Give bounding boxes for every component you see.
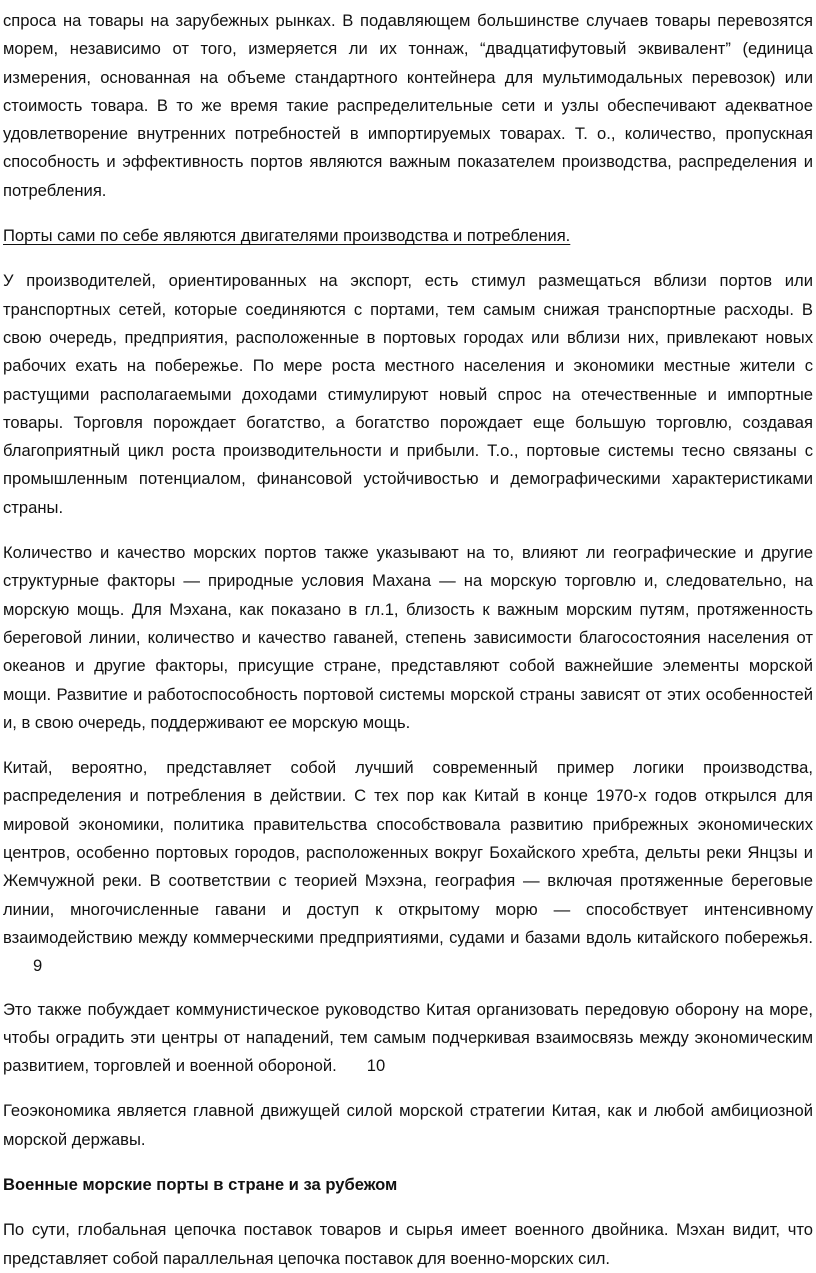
paragraph-export-producers: У производителей, ориентированных на экспорт, есть стимул размещаться вблизи портов или транспортных сетей, которые соединяются с портами, тем самым снижая транспортные расходы. В свою очередь, предприятия, расположенные в портовых городах или вблизи них, привлекают новых рабочих ехать на побережье. По мере роста местного населения и экономики местные жители с растущими располагаемыми доходами стимулируют новый спрос на отечественные и импортные товары. Торговля порождает богатство, а богатство порождает еще большую торговлю, создавая благоприятный цикл роста производительности и прибыли. Т.о., портовые системы тесно связаны с промышленным потенциалом, финансовой устойчивостью и демографическими характеристиками страны.	[3, 271, 813, 517]
footnote-marker-10: 10	[366, 1056, 386, 1076]
paragraph-port-quality: Количество и качество морских портов также указывают на то, влияют ли географические и другие структурные факторы — природные условия Махана — на морскую торговлю и, следовательно, на морскую мощь. Для Мэхана, как показано в гл.1, близость к важным морским путям, протяженность береговой линии, количество и качество гаваней, степень зависимости благосостояния населения от океанов и другие факторы, присущие стране, представляют собой важнейшие элементы морской мощи. Развитие и работоспособность портовой системы морской страны зависят от этих особенностей и, в свою очередь, поддерживают ее морскую мощь.	[3, 543, 813, 732]
section-heading-naval-ports: Военные морские порты в стране и за рубежом	[3, 1174, 398, 1194]
paragraph-military-supply-chain: По сути, глобальная цепочка поставок товаров и сырья имеет военного двойника. Мэхан видит, что представляет собой параллельная цепочка поставок для военно-морских сил.	[3, 1220, 813, 1268]
paragraph-geoeconomics: Геоэкономика является главной движущей силой морской стратегии Китая, как и любой амбициозной морской державы.	[3, 1101, 813, 1149]
paragraph-forward-defense	[3, 996, 813, 1081]
underlined-statement: Порты сами по себе являются двигателями производства и потребления.	[3, 226, 571, 246]
paragraph-port-demand: спроса на товары на зарубежных рынках. В подавляющем большинстве случаев товары перевозятся морем, независимо от того, измеряется ли их тоннаж, “двадцатифутовый эквивалент” (единица измерения, основанная на объеме стандартного контейнера для мультимодальных перевозок) или стоимость товара. В то же время такие распределительные сети и узлы обеспечивают адекватное удовлетворение внутренних потребностей в импортируемых товарах. Т. о., количество, пропускная способность и эффективность портов являются важным показателем производства, распределения и потребления.	[3, 11, 813, 200]
paragraph-china-example	[3, 754, 813, 980]
footnote-marker-9: 9	[33, 956, 43, 976]
paragraph-china-text: Китай, вероятно, представляет собой лучший современный пример логики производства, распределения и потребления в действии. С тех пор как Китай в конце 1970-х годов открылся для мировой экономики, политика правительства способствовала развитию прибрежных экономических центров, особенно портовых городов, расположенных вокруг Бохайского хребта, дельты реки Янцзы и Жемчужной реки. В соответствии с теорией Мэхэна, география — включая протяженные береговые линии, многочисленные гавани и доступ к открытому морю — способствует интенсивному взаимодействию между коммерческими предприятиями, судами и базами вдоль китайского побережья.	[3, 758, 813, 947]
paragraph-forward-defense-text: Это также побуждает коммунистическое руководство Китая организовать передовую оборону на море, чтобы оградить эти центры от нападений, тем самым подчеркивая взаимосвязь между экономическим развитием, торговлей и военной обороной.	[3, 999, 813, 1076]
